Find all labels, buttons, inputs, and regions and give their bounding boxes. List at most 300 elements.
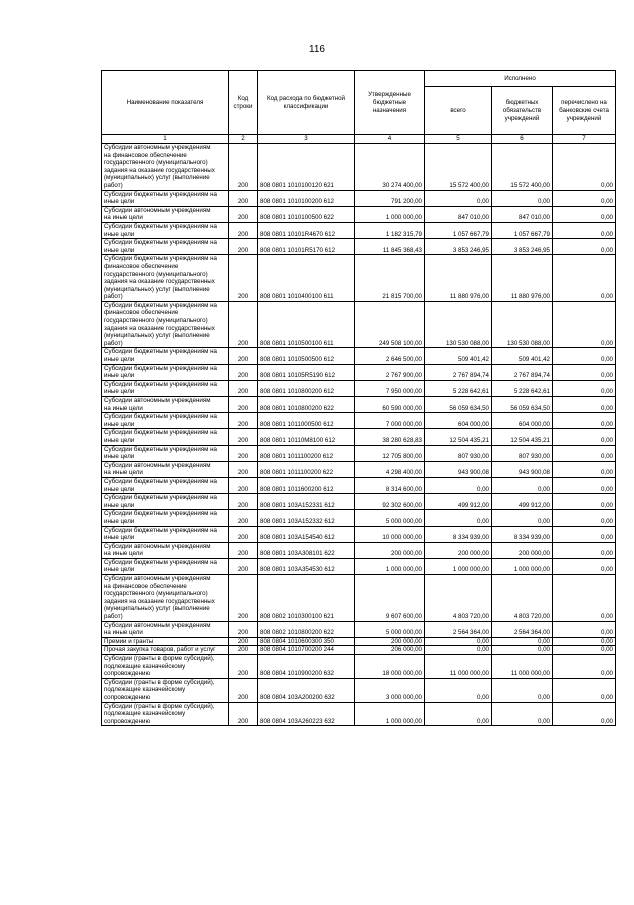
row-name-line: Субсидии бюджетным учреждениям на <box>104 190 217 198</box>
row-name-line: иные цели <box>104 198 135 206</box>
table-row <box>102 364 616 380</box>
row-approved: 7 950 000,00 <box>355 380 425 396</box>
row-name-line: на иные цели <box>104 629 143 637</box>
row-obligations: 509 401,42 <box>492 348 553 364</box>
row-transferred: 0,00 <box>553 646 616 655</box>
row-name-line: на иные цели <box>104 404 143 412</box>
table-row <box>102 646 616 655</box>
row-total: 0,00 <box>425 190 492 206</box>
row-name <box>102 429 229 445</box>
row-name-line: Субсидии бюджетным учреждениям на <box>104 239 217 247</box>
header-transferred: перечислено на банковские счета учреждений <box>553 87 616 135</box>
row-approved: 11 845 368,43 <box>355 239 425 255</box>
row-total: 1 057 667,79 <box>425 222 492 238</box>
row-kbk: 808 0801 1010100120 621 <box>258 144 355 191</box>
row-obligations: 5 228 642,61 <box>492 380 553 396</box>
row-name-line: работ) <box>104 339 123 347</box>
row-transferred: 0,00 <box>553 542 616 558</box>
row-name-line: иные цели <box>104 485 135 493</box>
row-kbk: 808 0801 1010800200 622 <box>258 397 355 413</box>
row-transferred: 0,00 <box>553 429 616 445</box>
table-row <box>102 678 616 702</box>
row-obligations: 11 000 000,00 <box>492 655 553 679</box>
table-row <box>102 526 616 542</box>
row-name-line: Субсидии бюджетным учреждениям на <box>104 510 217 518</box>
header-total: всего <box>425 87 492 135</box>
row-kbk: 808 0801 1011000500 612 <box>258 413 355 429</box>
row-name <box>102 542 229 558</box>
row-total: 56 059 634,50 <box>425 397 492 413</box>
column-number: 3 <box>258 135 355 144</box>
row-total: 847 010,00 <box>425 206 492 222</box>
row-name-line: задания на оказание государственных <box>104 597 215 605</box>
row-name-line: Прочая закупка товаров, работ и услуг <box>104 646 216 654</box>
row-kbk: 808 0801 103A152332 612 <box>258 510 355 526</box>
row-name-line: Субсидии бюджетным учреждениям на <box>104 445 217 453</box>
row-name-line: Субсидии бюджетным учреждениям на <box>104 364 217 372</box>
row-kbk: 808 0804 1010600300 350 <box>258 637 355 646</box>
row-kbk: 808 0801 103A152331 612 <box>258 494 355 510</box>
row-name <box>102 364 229 380</box>
row-approved: 1 000 000,00 <box>355 206 425 222</box>
header-approved: Утвержденные бюджетные назначения <box>355 71 425 135</box>
row-code: 200 <box>229 461 258 477</box>
row-name-line: Субсидии (гранты в форме субсидий), <box>104 678 215 686</box>
row-name <box>102 477 229 493</box>
table-row <box>102 510 616 526</box>
row-name-line: государственного (муниципального) <box>104 159 208 167</box>
row-code: 200 <box>229 678 258 702</box>
row-name-line: работ) <box>104 293 123 301</box>
row-total: 4 803 720,00 <box>425 575 492 622</box>
row-name-line: государственного (муниципального) <box>104 270 208 278</box>
column-number: 1 <box>102 135 229 144</box>
row-transferred: 0,00 <box>553 494 616 510</box>
row-name <box>102 510 229 526</box>
row-name-line: на иные цели <box>104 469 143 477</box>
row-approved: 21 815 700,00 <box>355 255 425 302</box>
column-number: 2 <box>229 135 258 144</box>
row-code: 200 <box>229 477 258 493</box>
row-transferred: 0,00 <box>553 397 616 413</box>
table-row <box>102 575 616 622</box>
row-code: 200 <box>229 637 258 646</box>
row-name <box>102 206 229 222</box>
row-name-line: сопровождению <box>104 717 151 725</box>
row-code: 200 <box>229 558 258 574</box>
row-name <box>102 637 229 646</box>
row-obligations: 807 930,00 <box>492 445 553 461</box>
table-body <box>102 144 616 726</box>
row-kbk: 808 0801 10101R5170 612 <box>258 239 355 255</box>
row-approved: 206 000,00 <box>355 646 425 655</box>
row-transferred: 0,00 <box>553 144 616 191</box>
row-code: 200 <box>229 348 258 364</box>
header-executed: Исполнено <box>425 71 616 87</box>
row-name <box>102 445 229 461</box>
row-approved: 5 000 000,00 <box>355 621 425 637</box>
row-total: 12 504 435,21 <box>425 429 492 445</box>
row-name <box>102 190 229 206</box>
row-code: 200 <box>229 494 258 510</box>
row-name-line: Субсидии автономным учреждениям <box>104 206 211 214</box>
row-name-line: работ) <box>104 613 123 621</box>
row-code: 200 <box>229 144 258 191</box>
row-transferred: 0,00 <box>553 301 616 348</box>
row-name-line: иные цели <box>104 534 135 542</box>
row-approved: 200 000,00 <box>355 542 425 558</box>
row-name-line: (муниципальных) услуг (выполнение <box>104 174 210 182</box>
row-approved: 2 646 500,00 <box>355 348 425 364</box>
row-name-line: сопровождению <box>104 670 151 678</box>
row-obligations: 12 504 435,21 <box>492 429 553 445</box>
row-obligations: 0,00 <box>492 477 553 493</box>
row-code: 200 <box>229 222 258 238</box>
row-obligations: 11 880 976,00 <box>492 255 553 302</box>
row-name-line: на финансовое обеспечение <box>104 582 187 590</box>
column-number: 7 <box>553 135 616 144</box>
row-code: 200 <box>229 445 258 461</box>
table-row <box>102 239 616 255</box>
row-total: 0,00 <box>425 637 492 646</box>
row-name-line: Субсидии автономным учреждениям <box>104 397 211 404</box>
row-approved: 249 508 100,00 <box>355 301 425 348</box>
row-total: 11 000 000,00 <box>425 655 492 679</box>
row-name-line: Субсидии (гранты в форме субсидий), <box>104 702 215 710</box>
row-obligations: 2 767 894,74 <box>492 364 553 380</box>
row-name-line: Субсидии бюджетным учреждениям на <box>104 380 217 388</box>
row-approved: 791 200,00 <box>355 190 425 206</box>
table-row <box>102 621 616 637</box>
row-approved: 8 314 600,00 <box>355 477 425 493</box>
row-name <box>102 301 229 348</box>
row-name-line: государственного (муниципального) <box>104 317 208 325</box>
row-kbk: 808 0804 1010900200 632 <box>258 655 355 679</box>
row-total: 0,00 <box>425 477 492 493</box>
row-name-line: Субсидии автономным учреждениям <box>104 621 211 629</box>
row-kbk: 808 0801 10101R4670 612 <box>258 222 355 238</box>
row-obligations: 0,00 <box>492 646 553 655</box>
row-name-line: Субсидии автономным учреждениям <box>104 542 211 550</box>
row-name-line: сопровождению <box>104 693 151 701</box>
row-name-line: Субсидии (гранты в форме субсидий), <box>104 655 215 662</box>
row-kbk: 808 0801 103A354530 612 <box>258 558 355 574</box>
row-total: 130 530 088,00 <box>425 301 492 348</box>
row-total: 0,00 <box>425 702 492 726</box>
table-row <box>102 461 616 477</box>
row-name-line: задания на оказание государственных <box>104 278 215 286</box>
row-name-line: Субсидии автономным учреждениям <box>104 461 211 469</box>
row-name <box>102 526 229 542</box>
column-number: 4 <box>355 135 425 144</box>
row-kbk: 808 0802 1010300100 621 <box>258 575 355 622</box>
table-row <box>102 655 616 679</box>
table-row <box>102 380 616 396</box>
table-row <box>102 702 616 726</box>
row-total: 943 900,08 <box>425 461 492 477</box>
row-code: 200 <box>229 301 258 348</box>
row-transferred: 0,00 <box>553 222 616 238</box>
row-name <box>102 255 229 302</box>
row-code: 200 <box>229 510 258 526</box>
row-obligations: 847 010,00 <box>492 206 553 222</box>
row-name-line: иные цели <box>104 501 135 509</box>
table-row <box>102 477 616 493</box>
row-obligations: 0,00 <box>492 678 553 702</box>
table-row <box>102 413 616 429</box>
row-code: 200 <box>229 364 258 380</box>
row-transferred: 0,00 <box>553 702 616 726</box>
row-kbk: 808 0804 1010700200 244 <box>258 646 355 655</box>
row-kbk: 808 0801 1010400100 611 <box>258 255 355 302</box>
row-approved: 2 767 900,00 <box>355 364 425 380</box>
row-transferred: 0,00 <box>553 364 616 380</box>
table-row <box>102 429 616 445</box>
table-row <box>102 255 616 302</box>
row-name-line: финансовое обеспечение <box>104 309 179 317</box>
row-name-line: Субсидии бюджетным учреждениям на <box>104 494 217 502</box>
row-total: 2 564 364,00 <box>425 621 492 637</box>
table-row <box>102 558 616 574</box>
row-code: 200 <box>229 526 258 542</box>
row-code: 200 <box>229 397 258 413</box>
row-name-line: иные цели <box>104 372 135 380</box>
row-name-line: (муниципальных) услуг (выполнение <box>104 332 210 340</box>
row-approved: 1 000 000,00 <box>355 702 425 726</box>
row-name-line: Субсидии бюджетным учреждениям на <box>104 301 217 309</box>
table-row <box>102 637 616 646</box>
row-code: 200 <box>229 429 258 445</box>
row-name-line: Субсидии бюджетным учреждениям на <box>104 255 217 263</box>
row-kbk: 808 0801 10110M8100 612 <box>258 429 355 445</box>
row-approved: 92 302 600,00 <box>355 494 425 510</box>
row-obligations: 604 000,00 <box>492 413 553 429</box>
row-code: 200 <box>229 380 258 396</box>
row-name-line: Субсидии бюджетным учреждениям на <box>104 348 217 356</box>
row-name-line: подлежащие казначейскому <box>104 662 186 670</box>
row-approved: 1 182 315,79 <box>355 222 425 238</box>
table-row <box>102 190 616 206</box>
row-name-line: иные цели <box>104 356 135 364</box>
row-total: 1 000 000,00 <box>425 558 492 574</box>
table-row <box>102 348 616 364</box>
row-name <box>102 558 229 574</box>
row-name-line: иные цели <box>104 436 135 444</box>
row-transferred: 0,00 <box>553 526 616 542</box>
table-row <box>102 222 616 238</box>
row-name-line: иные цели <box>104 517 135 525</box>
row-kbk: 808 0801 103A154540 612 <box>258 526 355 542</box>
row-kbk: 808 0802 1010800200 622 <box>258 621 355 637</box>
header-name: Наименование показателя <box>102 71 229 135</box>
row-approved: 7 000 000,00 <box>355 413 425 429</box>
row-transferred: 0,00 <box>553 575 616 622</box>
row-name-line: Субсидии бюджетным учреждениям на <box>104 429 217 437</box>
row-name-line: иные цели <box>104 388 135 396</box>
row-code: 200 <box>229 655 258 679</box>
row-total: 2 767 894,74 <box>425 364 492 380</box>
row-name-line: иные цели <box>104 230 135 238</box>
row-transferred: 0,00 <box>553 380 616 396</box>
row-code: 200 <box>229 621 258 637</box>
row-name <box>102 621 229 637</box>
table-row <box>102 206 616 222</box>
row-obligations: 200 000,00 <box>492 542 553 558</box>
row-name <box>102 655 229 679</box>
row-obligations: 2 564 364,00 <box>492 621 553 637</box>
page-number: 116 <box>309 44 325 55</box>
row-code: 200 <box>229 190 258 206</box>
row-transferred: 0,00 <box>553 348 616 364</box>
row-name-line: подлежащие казначейскому <box>104 686 186 694</box>
row-name <box>102 348 229 364</box>
row-total: 200 000,00 <box>425 542 492 558</box>
row-approved: 9 607 600,00 <box>355 575 425 622</box>
row-total: 807 930,00 <box>425 445 492 461</box>
row-name-line: подлежащие казначейскому <box>104 710 186 718</box>
row-transferred: 0,00 <box>553 558 616 574</box>
row-code: 200 <box>229 542 258 558</box>
row-name <box>102 646 229 655</box>
row-name-line: государственного (муниципального) <box>104 590 208 598</box>
row-obligations: 8 334 939,00 <box>492 526 553 542</box>
row-name-line: на иные цели <box>104 214 143 222</box>
row-obligations: 4 803 720,00 <box>492 575 553 622</box>
row-approved: 200 000,00 <box>355 637 425 646</box>
row-code: 200 <box>229 206 258 222</box>
row-transferred: 0,00 <box>553 413 616 429</box>
row-kbk: 808 0801 1011100200 622 <box>258 461 355 477</box>
row-name <box>102 575 229 622</box>
budget-execution-table <box>101 70 616 726</box>
row-transferred: 0,00 <box>553 621 616 637</box>
row-code: 200 <box>229 413 258 429</box>
row-code: 200 <box>229 255 258 302</box>
row-approved: 10 000 000,00 <box>355 526 425 542</box>
row-name-line: Субсидии бюджетным учреждениям на <box>104 558 217 566</box>
row-name <box>102 461 229 477</box>
column-number: 6 <box>492 135 553 144</box>
row-name-line: на финансовое обеспечение <box>104 151 187 159</box>
row-code: 200 <box>229 702 258 726</box>
header-budget-obligations: бюджетных обязательств учреждений <box>492 87 553 135</box>
row-name <box>102 397 229 413</box>
column-number: 5 <box>425 135 492 144</box>
row-total: 0,00 <box>425 646 492 655</box>
row-name <box>102 702 229 726</box>
row-obligations: 0,00 <box>492 510 553 526</box>
column-numbers-row <box>102 135 616 144</box>
row-kbk: 808 0801 1011100200 612 <box>258 445 355 461</box>
row-transferred: 0,00 <box>553 477 616 493</box>
row-obligations: 0,00 <box>492 190 553 206</box>
row-name-line: иные цели <box>104 246 135 254</box>
row-name-line: Субсидии автономным учреждениям <box>104 144 211 151</box>
row-name-line: иные цели <box>104 566 135 574</box>
row-kbk: 808 0801 1010100500 622 <box>258 206 355 222</box>
row-obligations: 56 059 634,50 <box>492 397 553 413</box>
row-kbk: 808 0804 103A260223 632 <box>258 702 355 726</box>
row-total: 11 880 976,00 <box>425 255 492 302</box>
row-transferred: 0,00 <box>553 206 616 222</box>
row-name-line: (муниципальных) услуг (выполнение <box>104 605 210 613</box>
row-name-line: иные цели <box>104 453 135 461</box>
row-total: 8 334 939,00 <box>425 526 492 542</box>
row-kbk: 808 0801 103A308101 622 <box>258 542 355 558</box>
row-name <box>102 144 229 191</box>
row-code: 200 <box>229 575 258 622</box>
row-name-line: (муниципальных) услуг (выполнение <box>104 285 210 293</box>
row-name-line: иные цели <box>104 420 135 428</box>
row-obligations: 15 572 400,00 <box>492 144 553 191</box>
row-name-line: на иные цели <box>104 550 143 558</box>
row-total: 15 572 400,00 <box>425 144 492 191</box>
row-total: 499 912,00 <box>425 494 492 510</box>
row-name-line: Субсидии автономным учреждениям <box>104 575 211 583</box>
row-obligations: 1 057 667,79 <box>492 222 553 238</box>
table-row <box>102 301 616 348</box>
row-kbk: 808 0801 1010500100 611 <box>258 301 355 348</box>
row-approved: 5 000 000,00 <box>355 510 425 526</box>
table-row <box>102 144 616 191</box>
row-total: 509 401,42 <box>425 348 492 364</box>
row-kbk: 808 0801 1010800200 612 <box>258 380 355 396</box>
row-transferred: 0,00 <box>553 445 616 461</box>
row-name-line: работ) <box>104 181 123 189</box>
table-row <box>102 445 616 461</box>
row-name <box>102 494 229 510</box>
row-transferred: 0,00 <box>553 461 616 477</box>
header-code: Код строки <box>229 71 258 135</box>
row-obligations: 130 530 088,00 <box>492 301 553 348</box>
row-obligations: 3 853 246,95 <box>492 239 553 255</box>
row-approved: 38 280 628,83 <box>355 429 425 445</box>
row-name-line: Субсидии бюджетным учреждениям на <box>104 477 217 485</box>
row-approved: 12 705 800,00 <box>355 445 425 461</box>
row-approved: 1 000 000,00 <box>355 558 425 574</box>
row-approved: 18 000 000,00 <box>355 655 425 679</box>
row-name-line: Субсидии бюджетным учреждениям на <box>104 222 217 230</box>
row-transferred: 0,00 <box>553 190 616 206</box>
row-name-line: Премии и гранты <box>104 637 154 645</box>
row-name-line: финансовое обеспечение <box>104 262 179 270</box>
row-code: 200 <box>229 239 258 255</box>
header-kbk: Код расхода по бюджетной классификации <box>258 71 355 135</box>
row-transferred: 0,00 <box>553 239 616 255</box>
row-code: 200 <box>229 646 258 655</box>
row-obligations: 943 900,08 <box>492 461 553 477</box>
row-name-line: Субсидии бюджетным учреждениям на <box>104 526 217 534</box>
row-obligations: 1 000 000,00 <box>492 558 553 574</box>
row-obligations: 499 912,00 <box>492 494 553 510</box>
row-obligations: 0,00 <box>492 637 553 646</box>
row-name-line: задания на оказание государственных <box>104 324 215 332</box>
table-row <box>102 494 616 510</box>
row-name <box>102 678 229 702</box>
row-approved: 30 274 400,00 <box>355 144 425 191</box>
row-total: 5 228 642,61 <box>425 380 492 396</box>
row-transferred: 0,00 <box>553 255 616 302</box>
row-total: 3 853 246,95 <box>425 239 492 255</box>
row-name-line: Субсидии бюджетным учреждениям на <box>104 413 217 421</box>
row-approved: 4 298 400,00 <box>355 461 425 477</box>
row-kbk: 808 0804 103A200200 632 <box>258 678 355 702</box>
row-name <box>102 239 229 255</box>
table-row <box>102 397 616 413</box>
row-kbk: 808 0801 10105R5190 612 <box>258 364 355 380</box>
table-row <box>102 542 616 558</box>
row-transferred: 0,00 <box>553 655 616 679</box>
